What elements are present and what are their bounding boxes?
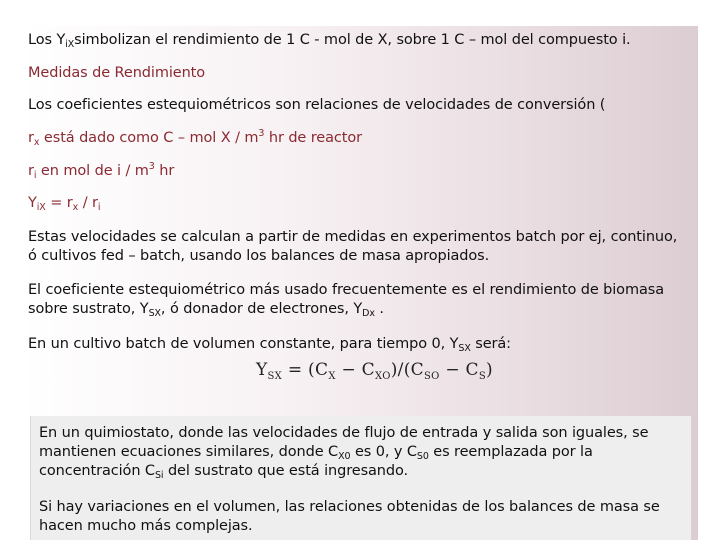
subscript: SX: [458, 343, 471, 354]
coefficients-sentence: Los coeficientes estequiométricos son relaciones de velocidades de conversión (: [28, 97, 606, 113]
text: − C: [335, 360, 375, 380]
text: )/(C: [390, 360, 424, 380]
text: r: [28, 163, 34, 179]
subscript: S0: [416, 451, 429, 462]
subscript: X0: [338, 451, 351, 462]
text: .: [374, 301, 384, 317]
subscript: Dx: [362, 308, 375, 319]
volume-variation-paragraph: Si hay variaciones en el volumen, las relaciones obtenidas de los balances de masa se hacen mucho más complejas.: [39, 499, 660, 534]
rx-definition: [28, 129, 362, 148]
subscript: i: [33, 170, 37, 181]
velocities-paragraph: Estas velocidades se calculan a partir de medidas en experimentos batch por ej, continuo, ó cultivos fed – batch, usando los balances de masa apropiados.: [28, 229, 678, 264]
superscript: 3: [148, 161, 155, 172]
section-heading: Medidas de Rendimiento: [28, 65, 206, 81]
text: está dado como C – mol X / m: [39, 130, 259, 146]
subscript: Si: [154, 470, 164, 481]
subscript: SO: [423, 371, 440, 382]
text: del sustrato que está ingresando.: [163, 463, 409, 479]
yix-definition: [28, 31, 631, 50]
text: = r: [45, 195, 73, 211]
text: El coeficiente estequiométrico más usado frecuentemente es el rendimiento de biomasa sobre sustrato, Y: [28, 282, 665, 317]
text: En un cultivo batch de volumen constante, para tiempo 0, Y: [28, 336, 459, 352]
batch-sentence: [28, 335, 511, 354]
subscript: XO: [375, 371, 391, 382]
text: r: [28, 130, 34, 146]
yield-formula: [256, 360, 493, 380]
text: Y: [256, 360, 268, 380]
subscript: x: [72, 202, 79, 213]
text: será:: [470, 336, 511, 352]
subscript: iX: [65, 39, 75, 50]
superscript: 3: [258, 128, 265, 139]
subscript: SX: [267, 371, 283, 382]
text: Los Y: [28, 32, 66, 48]
subscript: X: [328, 371, 336, 382]
text: es reemplazada por la concentración C: [39, 444, 593, 479]
text: Y: [28, 195, 37, 211]
text: = (C: [282, 360, 329, 380]
text: , ó donador de electrones, Y: [160, 301, 363, 317]
subscript: x: [33, 137, 40, 148]
subscript: S: [478, 371, 487, 382]
subscript: SX: [148, 308, 161, 319]
text: − C: [439, 360, 479, 380]
text: / r: [78, 195, 98, 211]
ri-definition: [28, 162, 174, 181]
yield-paragraph: [28, 281, 684, 319]
text: en mol de i / m: [36, 163, 149, 179]
yix-equation: [28, 194, 100, 213]
text: es 0, y C: [350, 444, 417, 460]
text: hr: [154, 163, 175, 179]
chemostat-note-box: [30, 416, 691, 540]
text: hr de reactor: [264, 130, 362, 146]
text: En un quimiostato, donde las velocidades de flujo de entrada y salida son iguales, se mantienen ecuaciones similares, donde C: [39, 425, 649, 460]
text: ): [486, 360, 493, 380]
subscript: i: [97, 202, 101, 213]
text: simbolizan el rendimiento de 1 C - mol de X, sobre 1 C – mol del compuesto i.: [74, 32, 631, 48]
subscript: iX: [36, 202, 46, 213]
chemostat-paragraph: [39, 424, 669, 481]
